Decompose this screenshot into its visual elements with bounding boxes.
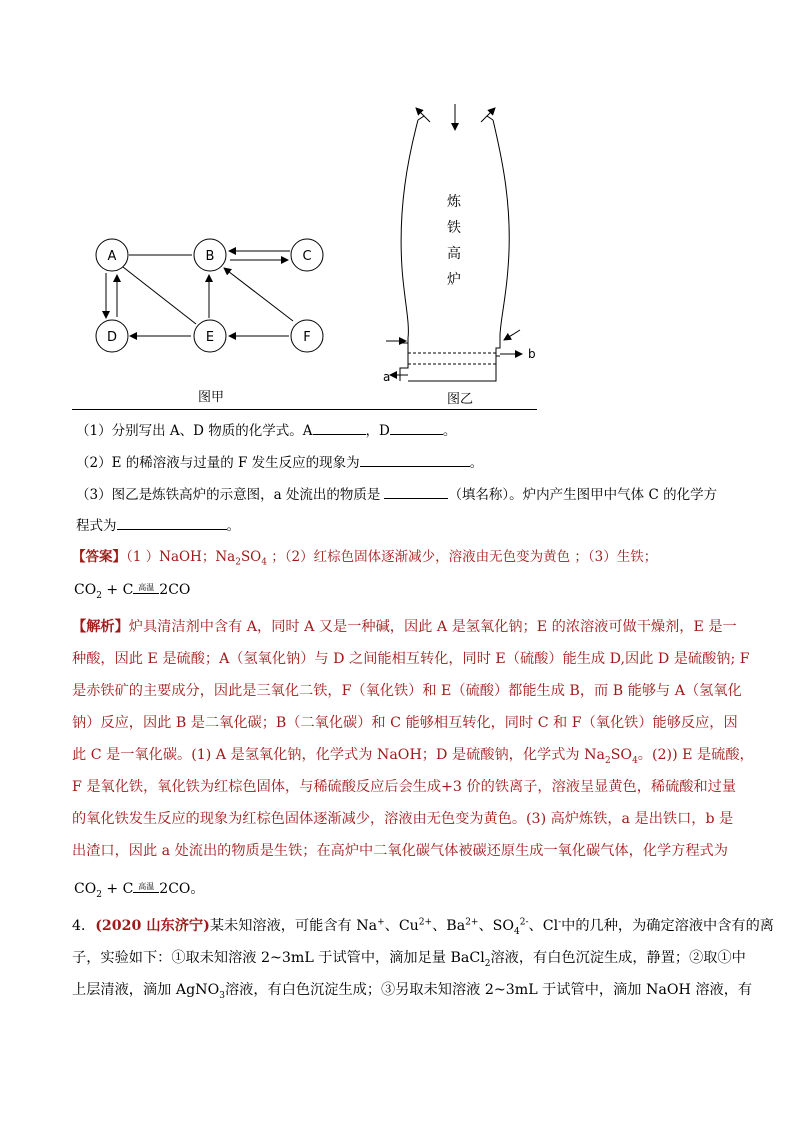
- analysis-line-4: 钠）反应，因此 B 是二氧化碳；B（二氧化碳）和 C 能够相互转化，同时 C 和 F（氧化铁）能够反应，因: [72, 715, 738, 731]
- label-a: a: [383, 370, 391, 384]
- blank-a[interactable]: [313, 420, 366, 435]
- analysis-line-1: 【解析】炉具清洁剂中含有 A，同时 A 又是一种碱，因此 A 是氢氧化钠；E 的浓溶液可做干燥剂，E 是一: [72, 619, 737, 635]
- furnace-char-4: 炉: [447, 272, 461, 288]
- node-d: D: [106, 330, 118, 345]
- analysis-line-6: F 是氧化铁，氧化铁为红棕色固体，与稀硫酸反应后会生成+3 价的铁离子，溶液呈显黄色，稀硫酸和过量: [72, 779, 737, 795]
- furnace-char-3: 高: [447, 246, 461, 262]
- blank-equation[interactable]: [117, 515, 227, 530]
- node-e: E: [205, 330, 215, 345]
- label-b: b: [528, 347, 536, 361]
- furnace-char-1: 炼: [447, 194, 461, 210]
- question-1: （1）分别写出 A、D 物质的化学式。A ，D 。: [76, 420, 456, 440]
- divider: [72, 409, 537, 410]
- q4-line-1: 4．(2020 山东济宁)某未知溶液，可能含有 Na+、$Cu^{2+}$、$Ba^{2+}$、$SO_4^{2-}$、Cl-中的几种，为确定溶液中含有的离: [72, 917, 774, 937]
- diagram-yi: [380, 98, 540, 410]
- q4-line-3: 上层清液，滴加 AgNO$_3$溶液，有白色沉淀生成；③另取未知溶液 2~3mL 于试管中，滴加 NaOH 溶液，有: [72, 982, 753, 1001]
- blank-phenomenon[interactable]: [360, 452, 470, 467]
- node-b: B: [205, 249, 215, 264]
- node-a: A: [107, 249, 117, 264]
- answer-equation: $CO_2 + C$ 高温 2CO: [74, 582, 191, 601]
- caption-yi: 图乙: [446, 392, 474, 407]
- node-c: C: [302, 249, 312, 264]
- blank-substance[interactable]: [384, 484, 448, 499]
- answer: 【答案】（1 ）NaOH；$Na_2SO_4$ ；（2）红棕色固体逐渐减少，溶液由无色变为黄色 ；（3）生铁；: [72, 549, 658, 568]
- analysis-line-8: 出渣口，因此 a 处流出的物质是生铁；在高炉中二氧化碳气体被碳还原生成一氧化碳气体，化学方程式为: [72, 843, 728, 859]
- furnace-char-2: 铁: [447, 220, 461, 236]
- node-f: F: [303, 330, 311, 345]
- analysis-line-3: 是赤铁矿的主要成分，因此是三氧化二铁，F（氧化铁）和 E（硫酸）都能生成 B，而 B 能够与 A（氢氧化: [72, 683, 742, 699]
- analysis-line-2: 种酸，因此 E 是硫酸；A（氢氧化钠）与 D 之间能相互转化，同时 E（硫酸）能生成 D,因此 D 是硫酸钠; F: [72, 651, 750, 667]
- question-3: （3）图乙是炼铁高炉的示意图，a 处流出的物质是 （填名称）。炉内产生图甲中气体 C 的化学方: [76, 484, 717, 504]
- analysis-line-7: 的氧化铁发生反应的现象为红棕色固体逐渐减少，溶液由无色变为黄色。(3) 高炉炼铁，a 是出铁口，b 是: [72, 811, 734, 827]
- analysis-equation: $CO_2 + C$ 高温 2CO。: [74, 881, 205, 900]
- question-3-line2: 程式为 。: [76, 515, 240, 535]
- diagram-jia: [90, 225, 340, 410]
- analysis-line-5: 此 C 是一氧化碳。(1) A 是氢氧化钠，化学式为 NaOH；D 是硫酸钠，化学式为 $Na_2SO_4$。(2)) E 是硫酸，: [72, 747, 754, 766]
- caption-jia: 图甲: [197, 390, 225, 405]
- blank-d[interactable]: [390, 420, 443, 435]
- question-2: （2）E 的稀溶液与过量的 F 发生反应的现象为 。: [76, 452, 483, 472]
- q4-line-2: 子，实验如下：①取未知溶液 2~3mL 于试管中，滴加足量 BaCl$_2$溶液，有白色沉淀生成，静置；②取①中: [72, 950, 746, 969]
